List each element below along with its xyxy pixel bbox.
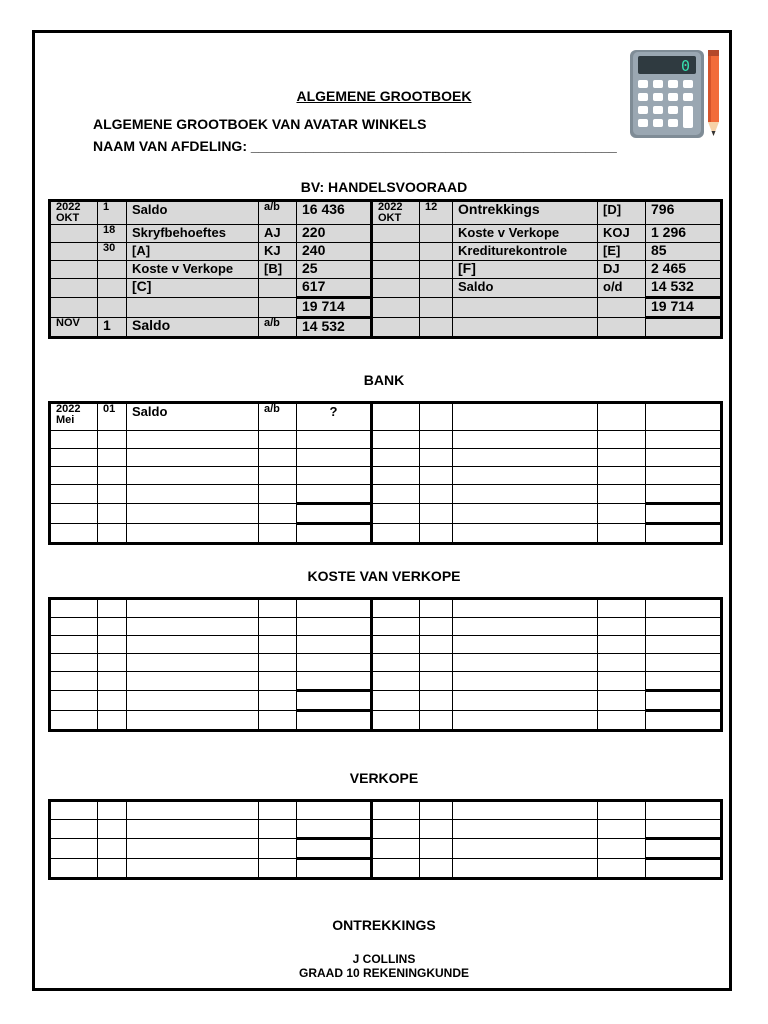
ledger-cell[interactable] — [598, 467, 646, 485]
ledger-cell[interactable] — [127, 801, 259, 820]
amount-cell: 796 — [646, 201, 722, 225]
day-cell — [420, 243, 453, 261]
ledger-cell[interactable] — [98, 431, 127, 449]
ledger-cell[interactable] — [598, 801, 646, 820]
amount-cell: 240 — [297, 243, 372, 261]
folio-cell: AJ — [259, 225, 297, 243]
total-cell[interactable] — [297, 691, 372, 711]
ledger-cell[interactable] — [453, 485, 598, 504]
table-row — [50, 318, 722, 338]
ledger-cell[interactable] — [127, 691, 259, 711]
details-cell[interactable]: Saldo — [127, 403, 259, 431]
ledger-cell[interactable] — [453, 449, 598, 467]
day-cell — [98, 261, 127, 279]
section-title-ontrekkings: ONTREKKINGS — [332, 917, 436, 933]
ledger-cell[interactable] — [259, 467, 297, 485]
ledger-verkope — [48, 799, 723, 880]
ledger-cell[interactable] — [453, 820, 598, 839]
ledger-cell[interactable] — [259, 654, 297, 672]
date-cell: 2022 OKT — [372, 201, 420, 225]
date-cell — [50, 298, 98, 318]
ledger-cell[interactable] — [372, 801, 420, 820]
section-title-koste-van-verkope: KOSTE VAN VERKOPE — [307, 568, 461, 584]
ledger-owner-line: ALGEMENE GROOTBOEK VAN AVATAR WINKELS — [93, 116, 427, 132]
day-cell: 1 — [98, 201, 127, 225]
ledger-cell[interactable] — [98, 524, 127, 544]
table-row — [50, 524, 722, 544]
ledger-cell[interactable] — [259, 524, 297, 544]
ledger-cell[interactable] — [372, 524, 420, 544]
day-cell — [420, 298, 453, 318]
day-cell: 18 — [98, 225, 127, 243]
amount-cell: 617 — [297, 279, 372, 298]
ledger-bank — [48, 401, 723, 545]
details-cell: [F] — [453, 261, 598, 279]
ledger-cell[interactable] — [372, 839, 420, 859]
ledger-cell[interactable] — [646, 636, 722, 654]
details-cell: Saldo — [127, 318, 259, 338]
ledger-cell[interactable] — [420, 801, 453, 820]
ledger-cell[interactable] — [646, 449, 722, 467]
ledger-cell[interactable] — [372, 467, 420, 485]
ledger-cell[interactable] — [453, 711, 598, 731]
ledger-cell[interactable] — [98, 618, 127, 636]
ledger-cell[interactable] — [98, 599, 127, 618]
total-cell[interactable] — [646, 839, 722, 859]
ledger-cell[interactable] — [453, 636, 598, 654]
ledger-cell[interactable] — [420, 691, 453, 711]
folio-cell: KJ — [259, 243, 297, 261]
ledger-cell[interactable] — [646, 524, 722, 544]
day-cell[interactable] — [420, 403, 453, 431]
ledger-cell[interactable] — [420, 839, 453, 859]
ledger-cell[interactable] — [453, 801, 598, 820]
folio-cell: a/b — [259, 201, 297, 225]
ledger-cell[interactable] — [127, 467, 259, 485]
ledger-cell[interactable] — [127, 504, 259, 524]
total-cell: 19 714 — [646, 298, 722, 318]
ledger-cell[interactable] — [646, 654, 722, 672]
table-row — [50, 636, 722, 654]
amount-cell: 220 — [297, 225, 372, 243]
amount-cell: 2 465 — [646, 261, 722, 279]
page-title: ALGEMENE GROOTBOEK — [296, 88, 472, 104]
total-cell[interactable] — [646, 504, 722, 524]
ledger-cell[interactable] — [297, 485, 372, 504]
ledger-cell[interactable] — [98, 485, 127, 504]
ledger-cell[interactable] — [453, 839, 598, 859]
ledger-cell[interactable] — [127, 449, 259, 467]
details-cell: [A] — [127, 243, 259, 261]
date-cell — [50, 279, 98, 298]
ledger-cell[interactable] — [453, 467, 598, 485]
ledger-cell[interactable] — [372, 431, 420, 449]
date-cell — [372, 225, 420, 243]
table-row — [50, 403, 722, 431]
ledger-cell[interactable] — [297, 801, 372, 820]
ledger-cell[interactable] — [598, 859, 646, 879]
ledger-cell[interactable] — [372, 449, 420, 467]
ledger-cell[interactable] — [259, 449, 297, 467]
table-row — [50, 711, 722, 731]
table-row — [50, 431, 722, 449]
ledger-cell[interactable] — [297, 599, 372, 618]
ledger-cell[interactable] — [259, 485, 297, 504]
total-cell[interactable] — [297, 504, 372, 524]
date-cell: 2022 OKT — [50, 201, 98, 225]
ledger-koste-van-verkope — [48, 597, 723, 732]
table-row — [50, 449, 722, 467]
ledger-cell[interactable] — [127, 524, 259, 544]
ledger-cell[interactable] — [50, 504, 98, 524]
ledger-cell[interactable] — [50, 431, 98, 449]
date-cell — [50, 225, 98, 243]
ledger-cell[interactable] — [453, 859, 598, 879]
ledger-cell[interactable] — [127, 654, 259, 672]
total-cell[interactable] — [297, 839, 372, 859]
table-row — [50, 504, 722, 524]
date-cell — [372, 243, 420, 261]
ledger-cell[interactable] — [50, 485, 98, 504]
table-row — [50, 618, 722, 636]
ledger-cell[interactable] — [259, 618, 297, 636]
date-cell — [50, 243, 98, 261]
department-name-line: NAAM VAN AFDELING: _______________________________________________ — [93, 138, 617, 154]
pencil-icon — [708, 50, 719, 136]
ledger-cell[interactable] — [646, 672, 722, 691]
ledger-cell[interactable] — [420, 467, 453, 485]
ledger-cell[interactable] — [372, 711, 420, 731]
date-cell — [372, 261, 420, 279]
table-row — [50, 654, 722, 672]
ledger-cell[interactable] — [297, 672, 372, 691]
ledger-cell[interactable] — [598, 654, 646, 672]
folio-cell: DJ — [598, 261, 646, 279]
ledger-cell[interactable] — [598, 711, 646, 731]
ledger-cell[interactable] — [127, 618, 259, 636]
table-row — [50, 201, 722, 225]
ledger-cell[interactable] — [453, 618, 598, 636]
table-row — [50, 801, 722, 820]
day-cell — [420, 279, 453, 298]
table-row — [50, 839, 722, 859]
ledger-cell[interactable] — [50, 636, 98, 654]
date-cell[interactable]: 2022 Mei — [50, 403, 98, 431]
ledger-cell[interactable] — [50, 618, 98, 636]
ledger-cell[interactable] — [50, 672, 98, 691]
day-cell — [420, 318, 453, 338]
ledger-cell[interactable] — [50, 599, 98, 618]
day-cell: 1 — [98, 318, 127, 338]
ledger-cell[interactable] — [420, 654, 453, 672]
calculator-icon — [628, 48, 724, 140]
ledger-cell[interactable] — [50, 654, 98, 672]
amount-cell: 25 — [297, 261, 372, 279]
ledger-cell[interactable] — [127, 636, 259, 654]
ledger-cell[interactable] — [259, 801, 297, 820]
ledger-cell[interactable] — [127, 859, 259, 879]
ledger-cell[interactable] — [259, 691, 297, 711]
ledger-cell[interactable] — [98, 504, 127, 524]
ledger-cell[interactable] — [259, 820, 297, 839]
ledger-cell[interactable] — [453, 654, 598, 672]
ledger-cell[interactable] — [98, 691, 127, 711]
ledger-cell[interactable] — [598, 485, 646, 504]
ledger-cell[interactable] — [127, 431, 259, 449]
details-cell: [C] — [127, 279, 259, 298]
day-cell — [420, 225, 453, 243]
ledger-cell[interactable] — [453, 599, 598, 618]
details-cell — [127, 298, 259, 318]
ledger-cell[interactable] — [453, 431, 598, 449]
folio-cell — [598, 298, 646, 318]
ledger-cell[interactable] — [372, 636, 420, 654]
amount-cell[interactable]: ? — [297, 403, 372, 431]
ledger-cell[interactable] — [646, 820, 722, 839]
ledger-cell[interactable] — [297, 654, 372, 672]
ledger-cell[interactable] — [297, 859, 372, 879]
ledger-cell[interactable] — [598, 599, 646, 618]
ledger-cell[interactable] — [646, 467, 722, 485]
ledger-cell[interactable] — [50, 859, 98, 879]
ledger-cell[interactable] — [259, 859, 297, 879]
ledger-cell[interactable] — [98, 801, 127, 820]
details-cell[interactable] — [453, 403, 598, 431]
ledger-cell[interactable] — [127, 711, 259, 731]
ledger-cell[interactable] — [372, 485, 420, 504]
ledger-cell[interactable] — [372, 859, 420, 879]
ledger-cell[interactable] — [420, 449, 453, 467]
details-cell: Skryfbehoeftes — [127, 225, 259, 243]
table-row — [50, 279, 722, 298]
date-cell[interactable] — [372, 403, 420, 431]
day-cell — [420, 261, 453, 279]
ledger-cell[interactable] — [420, 820, 453, 839]
ledger-cell[interactable] — [98, 820, 127, 839]
ledger-cell[interactable] — [98, 672, 127, 691]
ledger-cell[interactable] — [297, 524, 372, 544]
ledger-cell[interactable] — [297, 711, 372, 731]
table-row — [50, 485, 722, 504]
details-cell: Koste v Verkope — [453, 225, 598, 243]
ledger-cell[interactable] — [372, 820, 420, 839]
day-cell: 12 — [420, 201, 453, 225]
calculator-display: 0 — [680, 57, 690, 75]
table-row — [50, 859, 722, 879]
ledger-cell[interactable] — [598, 672, 646, 691]
ledger-cell[interactable] — [420, 672, 453, 691]
amount-cell: 1 296 — [646, 225, 722, 243]
folio-cell — [259, 298, 297, 318]
ledger-cell[interactable] — [50, 711, 98, 731]
footer-author: J COLLINS — [352, 952, 416, 966]
ledger-cell[interactable] — [297, 820, 372, 839]
ledger-cell[interactable] — [297, 449, 372, 467]
ledger-cell[interactable] — [98, 467, 127, 485]
ledger-cell[interactable] — [453, 524, 598, 544]
folio-cell — [259, 279, 297, 298]
ledger-cell[interactable] — [297, 431, 372, 449]
date-cell: NOV — [50, 318, 98, 338]
day-cell — [98, 298, 127, 318]
details-cell — [453, 318, 598, 338]
section-title-bank: BANK — [363, 372, 405, 388]
ledger-cell[interactable] — [420, 431, 453, 449]
ledger-cell[interactable] — [598, 504, 646, 524]
ledger-cell[interactable] — [297, 618, 372, 636]
ledger-cell[interactable] — [420, 524, 453, 544]
folio-cell: [B] — [259, 261, 297, 279]
amount-cell: 16 436 — [297, 201, 372, 225]
amount-cell: 85 — [646, 243, 722, 261]
table-row — [50, 298, 722, 318]
folio-cell: [E] — [598, 243, 646, 261]
ledger-cell[interactable] — [50, 524, 98, 544]
amount-cell[interactable] — [646, 403, 722, 431]
ledger-cell[interactable] — [420, 485, 453, 504]
ledger-cell[interactable] — [453, 691, 598, 711]
total-cell[interactable] — [646, 691, 722, 711]
ledger-handelsvoorraad — [48, 199, 723, 339]
ledger-cell[interactable] — [372, 504, 420, 524]
details-cell: Saldo — [127, 201, 259, 225]
ledger-cell[interactable] — [127, 672, 259, 691]
ledger-cell[interactable] — [453, 672, 598, 691]
ledger-cell[interactable] — [420, 618, 453, 636]
date-cell — [372, 279, 420, 298]
details-cell: Ontrekkings — [453, 201, 598, 225]
ledger-cell[interactable] — [127, 820, 259, 839]
ledger-cell[interactable] — [646, 618, 722, 636]
folio-cell: a/b — [259, 318, 297, 338]
ledger-cell[interactable] — [127, 839, 259, 859]
ledger-cell[interactable] — [98, 859, 127, 879]
details-cell: Saldo — [453, 279, 598, 298]
ledger-cell[interactable] — [646, 431, 722, 449]
ledger-cell[interactable] — [50, 691, 98, 711]
details-cell: Krediturekontrole — [453, 243, 598, 261]
ledger-cell[interactable] — [297, 636, 372, 654]
ledger-cell[interactable] — [50, 801, 98, 820]
ledger-cell[interactable] — [98, 449, 127, 467]
ledger-cell[interactable] — [259, 839, 297, 859]
ledger-cell[interactable] — [98, 654, 127, 672]
day-cell — [98, 279, 127, 298]
amount-cell: 14 532 — [646, 279, 722, 298]
ledger-cell[interactable] — [372, 599, 420, 618]
ledger-cell[interactable] — [420, 859, 453, 879]
table-row — [50, 672, 722, 691]
ledger-cell[interactable] — [598, 839, 646, 859]
ledger-cell[interactable] — [598, 524, 646, 544]
total-cell: 19 714 — [297, 298, 372, 318]
details-cell: Koste v Verkope — [127, 261, 259, 279]
ledger-cell[interactable] — [646, 859, 722, 879]
ledger-cell[interactable] — [259, 672, 297, 691]
table-row — [50, 467, 722, 485]
date-cell — [372, 298, 420, 318]
folio-cell: KOJ — [598, 225, 646, 243]
ledger-cell[interactable] — [259, 431, 297, 449]
ledger-cell[interactable] — [50, 449, 98, 467]
folio-cell: [D] — [598, 201, 646, 225]
table-row — [50, 599, 722, 618]
folio-cell[interactable]: a/b — [259, 403, 297, 431]
ledger-cell[interactable] — [598, 691, 646, 711]
ledger-cell[interactable] — [372, 691, 420, 711]
ledger-cell[interactable] — [259, 504, 297, 524]
ledger-cell[interactable] — [598, 449, 646, 467]
ledger-cell[interactable] — [50, 839, 98, 859]
table-row — [50, 225, 722, 243]
ledger-cell[interactable] — [646, 485, 722, 504]
ledger-cell[interactable] — [646, 599, 722, 618]
day-cell[interactable]: 01 — [98, 403, 127, 431]
amount-cell — [646, 318, 722, 338]
section-title-verkope: VERKOPE — [349, 770, 419, 786]
ledger-cell[interactable] — [453, 504, 598, 524]
ledger-cell[interactable] — [372, 672, 420, 691]
ledger-cell[interactable] — [259, 636, 297, 654]
ledger-cell[interactable] — [297, 467, 372, 485]
ledger-cell[interactable] — [98, 839, 127, 859]
folio-cell[interactable] — [598, 403, 646, 431]
ledger-cell[interactable] — [598, 636, 646, 654]
ledger-cell[interactable] — [598, 431, 646, 449]
table-row — [50, 820, 722, 839]
section-title-handelsvoorraad: BV: HANDELSVOORAAD — [300, 179, 468, 195]
folio-cell — [598, 318, 646, 338]
table-row — [50, 261, 722, 279]
ledger-cell[interactable] — [646, 801, 722, 820]
ledger-cell[interactable] — [598, 618, 646, 636]
ledger-cell[interactable] — [598, 820, 646, 839]
table-row — [50, 691, 722, 711]
ledger-cell[interactable] — [98, 711, 127, 731]
ledger-cell[interactable] — [50, 467, 98, 485]
ledger-cell[interactable] — [50, 820, 98, 839]
folio-cell: o/d — [598, 279, 646, 298]
ledger-cell[interactable] — [420, 711, 453, 731]
ledger-cell[interactable] — [420, 599, 453, 618]
ledger-cell[interactable] — [420, 504, 453, 524]
date-cell — [372, 318, 420, 338]
date-cell — [50, 261, 98, 279]
ledger-cell[interactable] — [259, 711, 297, 731]
footer-subject: GRAAD 10 REKENINGKUNDE — [298, 966, 470, 980]
day-cell: 30 — [98, 243, 127, 261]
ledger-cell[interactable] — [98, 636, 127, 654]
ledger-cell[interactable] — [127, 485, 259, 504]
ledger-cell[interactable] — [646, 711, 722, 731]
table-row — [50, 243, 722, 261]
ledger-cell[interactable] — [420, 636, 453, 654]
ledger-cell[interactable] — [372, 654, 420, 672]
details-cell — [453, 298, 598, 318]
ledger-cell[interactable] — [372, 618, 420, 636]
ledger-cell[interactable] — [259, 599, 297, 618]
amount-cell: 14 532 — [297, 318, 372, 338]
ledger-cell[interactable] — [127, 599, 259, 618]
